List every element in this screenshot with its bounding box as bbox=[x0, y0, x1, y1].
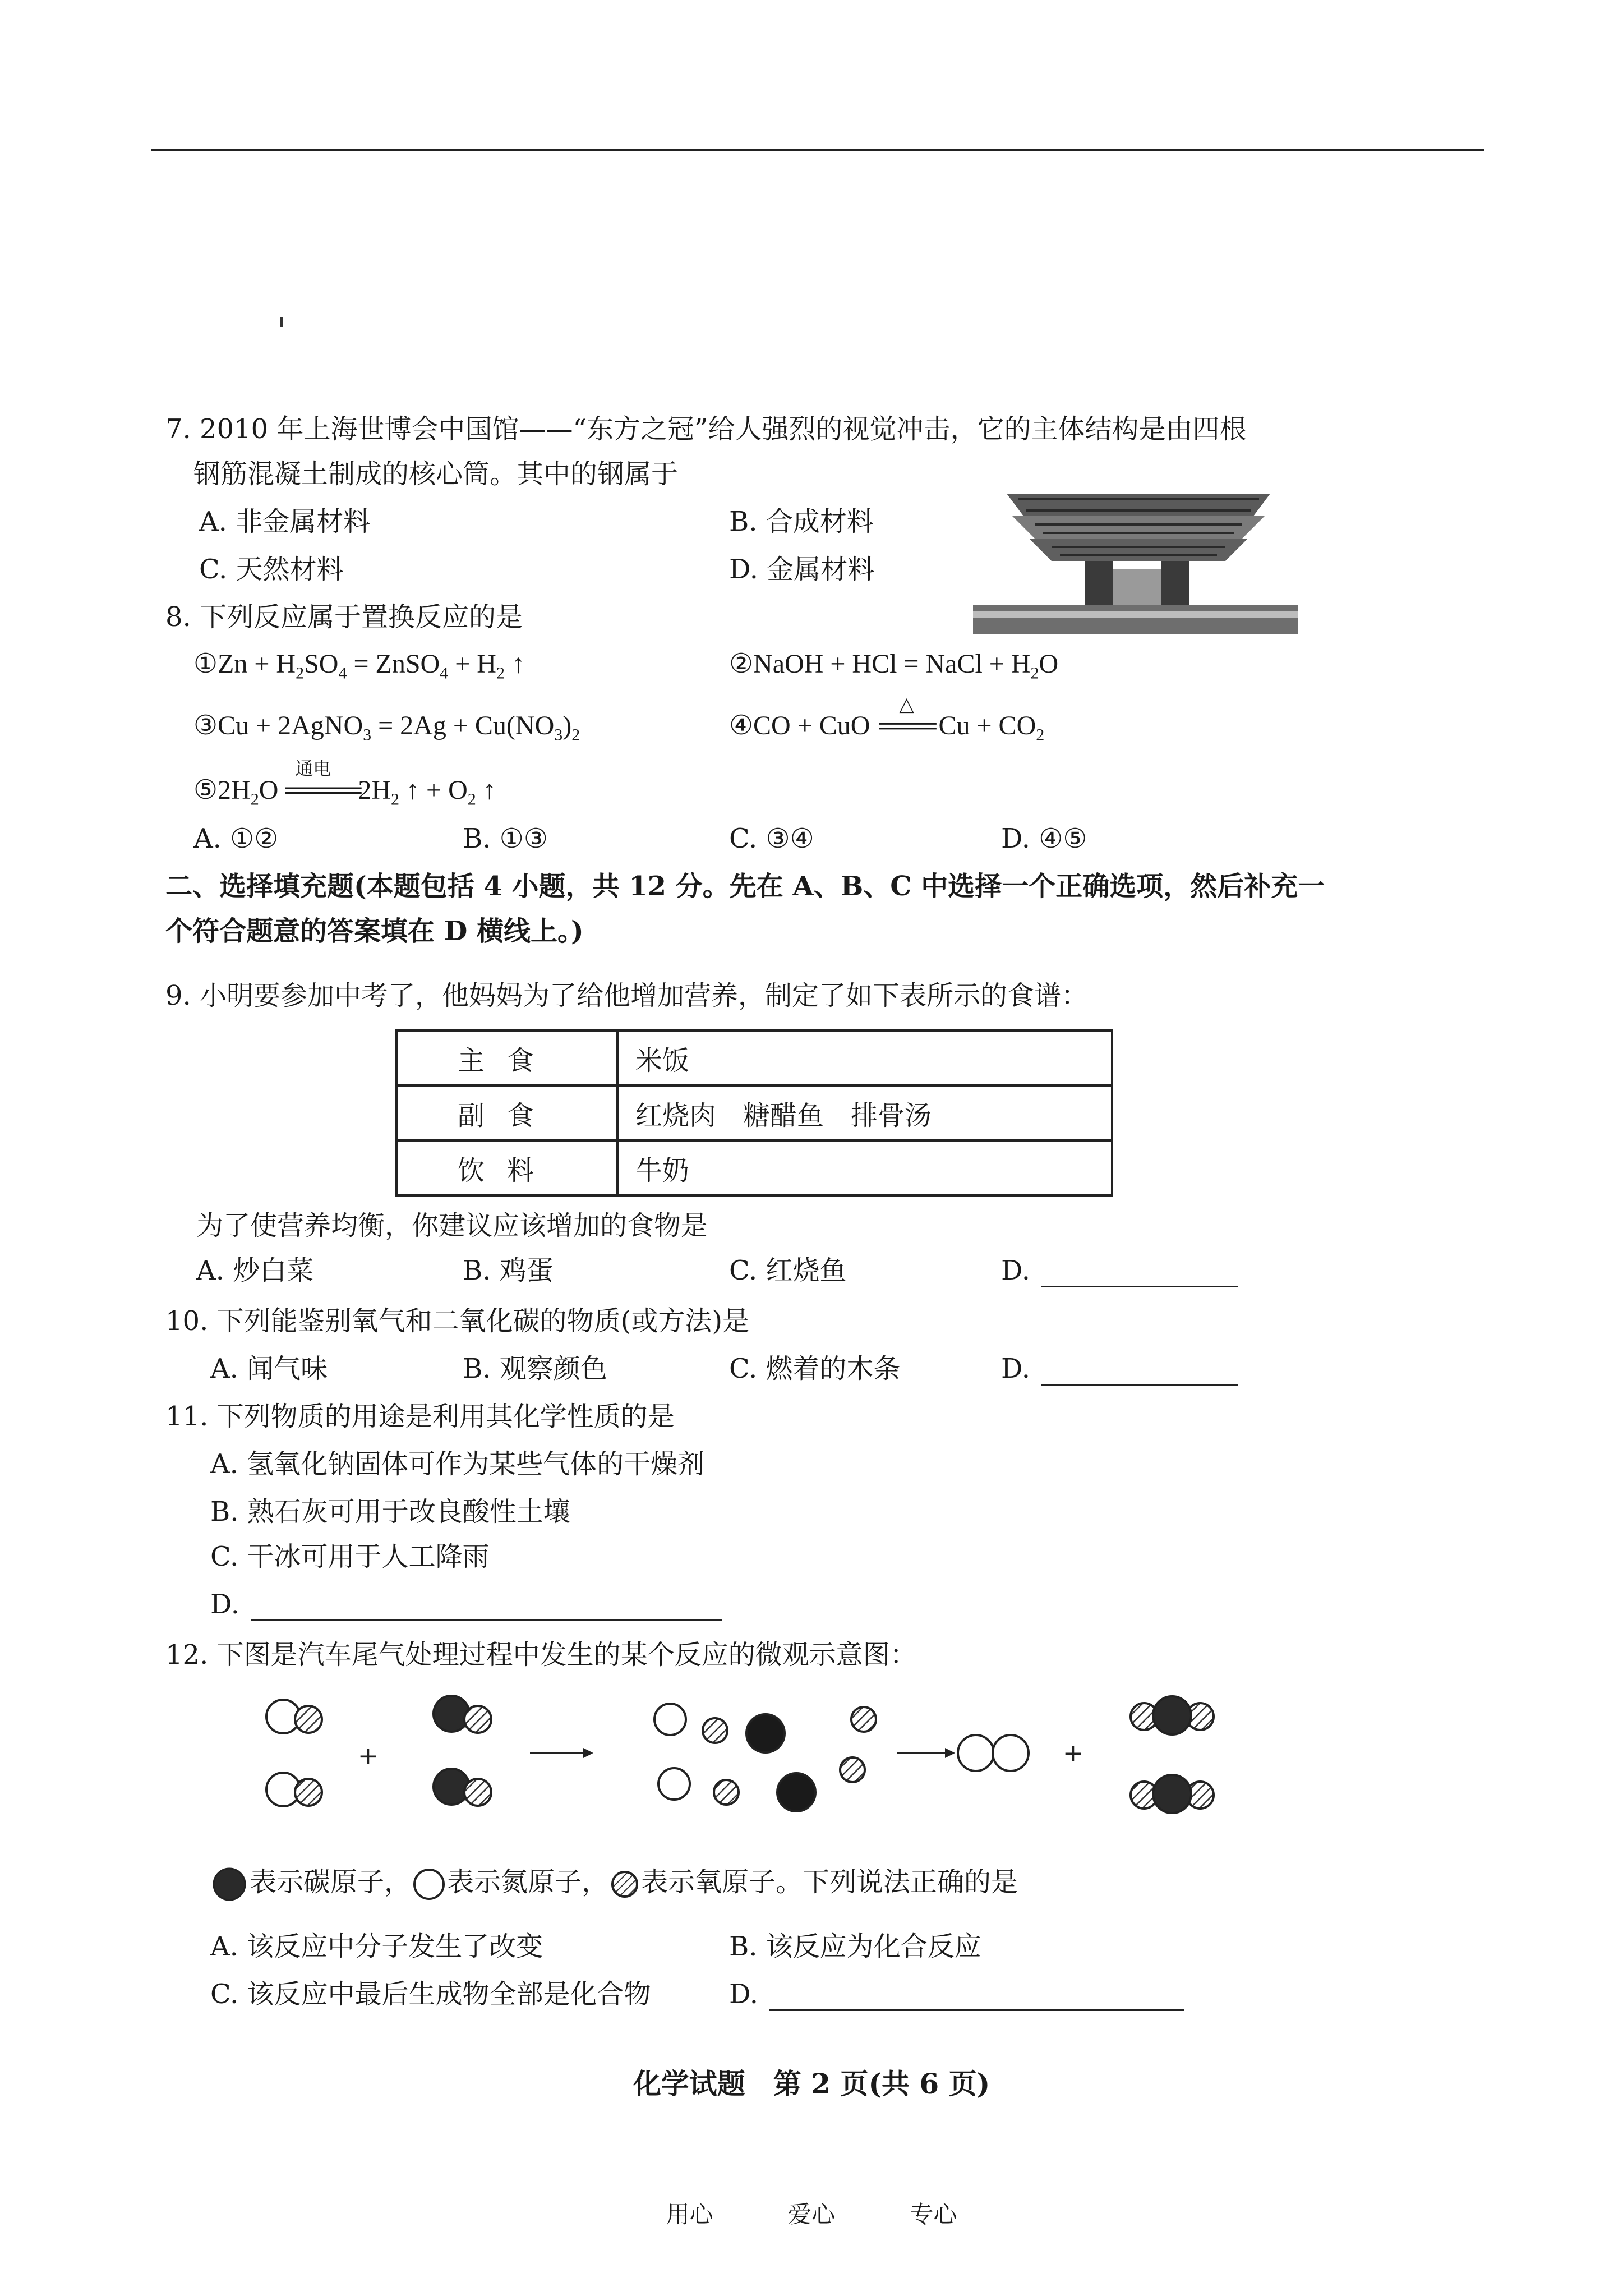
svg-text:+: + bbox=[1063, 1739, 1083, 1768]
co-molecule bbox=[434, 1769, 491, 1806]
q8-equation-4: ④CO + CuO △ ═══Cu + $CO_2$ bbox=[729, 694, 1045, 744]
q11-option-c: C. 干冰可用于人工降雨 bbox=[210, 1541, 490, 1572]
arrow-2 bbox=[897, 1748, 955, 1758]
table-key: 主食 bbox=[396, 1030, 617, 1085]
top-rule bbox=[151, 149, 1484, 151]
q9-option-d bbox=[1001, 1254, 1238, 1287]
q12-answer-blank[interactable] bbox=[769, 1985, 1184, 2011]
table-row bbox=[396, 1085, 1112, 1140]
legend-carbon-text: 表示碳原子， bbox=[250, 1866, 412, 1898]
q9-option-d-label: D. bbox=[1001, 1255, 1031, 1286]
q12-option-d-label: D. bbox=[729, 1978, 759, 2010]
motto-word: 专心 bbox=[910, 2201, 957, 2228]
q10-option-d bbox=[1001, 1352, 1238, 1386]
q11-answer-blank[interactable] bbox=[251, 1595, 722, 1621]
co2-molecule bbox=[1131, 1696, 1214, 1734]
q8-equation-2: ②NaOH + HCl = NaCl + $H_2O$ bbox=[729, 649, 1059, 683]
q8-stem: 8. 下列反应属于置换反应的是 bbox=[165, 601, 523, 633]
q8-equation-3: ③Cu + 2AgNO$_3$ = $2Ag + Cu(NO_3)_2$ bbox=[193, 711, 580, 744]
carbon-atom-icon bbox=[210, 1867, 250, 1902]
footer-motto bbox=[0, 2196, 1623, 2230]
no-molecule bbox=[266, 1700, 322, 1733]
q7-option-a: A. 非金属材料 bbox=[199, 506, 371, 537]
table-row bbox=[396, 1140, 1112, 1195]
q11-option-b: B. 熟石灰可用于改良酸性土壤 bbox=[210, 1496, 570, 1527]
q8-equation-1: ①Zn + $H_2SO_4$ = ZnSO$_4$ + $H_2$ ↑ bbox=[193, 649, 525, 683]
q9-followup: 为了使营养均衡，你建议应该增加的食物是 bbox=[196, 1210, 708, 1241]
legend-oxygen-text: 表示氧原子。下列说法正确的是 bbox=[641, 1866, 1018, 1898]
q10-stem: 10. 下列能鉴别氧气和二氧化碳的物质(或方法)是 bbox=[165, 1305, 750, 1337]
co-molecule bbox=[434, 1696, 491, 1733]
q12-option-b: B. 该反应为化合反应 bbox=[729, 1931, 981, 1962]
q10-answer-blank[interactable] bbox=[1041, 1359, 1238, 1386]
q11-option-d-label: D. bbox=[210, 1589, 240, 1620]
q7-option-b: B. 合成材料 bbox=[729, 506, 874, 537]
q12-option-d bbox=[729, 1977, 1184, 2011]
q8-option-a: A. ①② bbox=[193, 823, 279, 854]
table-key: 副食 bbox=[396, 1085, 617, 1140]
q7-stem-line2: 钢筋混凝土制成的核心筒。其中的钢属于 bbox=[193, 458, 679, 490]
table-value: 米饭 bbox=[617, 1030, 1112, 1085]
q7-stem-line1: 7. 2010 年上海世博会中国馆——“东方之冠”给人强烈的视觉冲击，它的主体结构是由四根 bbox=[165, 413, 1247, 445]
recipe-table bbox=[395, 1029, 1113, 1197]
q12-option-a: A. 该反应中分子发生了改变 bbox=[210, 1931, 543, 1962]
arrow-1 bbox=[530, 1748, 593, 1758]
q11-option-d bbox=[210, 1588, 722, 1621]
q7-option-d: D. 金属材料 bbox=[729, 554, 875, 585]
section2-heading-line1: 二、选择填充题(本题包括 4 小题，共 12 分。先在 A、B、C 中选择一个正确选项，然后补充一 bbox=[165, 871, 1325, 902]
table-row bbox=[396, 1030, 1112, 1085]
oxygen-atom-icon bbox=[608, 1867, 641, 1902]
table-value: 牛奶 bbox=[617, 1140, 1112, 1195]
q12-legend bbox=[210, 1865, 1018, 1902]
separated-atoms bbox=[654, 1704, 876, 1811]
motto-word: 用心 bbox=[666, 2201, 713, 2228]
co2-molecule bbox=[1131, 1775, 1214, 1813]
q10-option-c: C. 燃着的木条 bbox=[729, 1353, 901, 1384]
page-footer-title: 化学试题 第 2 页(共 6 页) bbox=[633, 2067, 990, 2100]
scan-mark bbox=[280, 317, 283, 327]
svg-text:+: + bbox=[358, 1742, 379, 1770]
q10-option-d-label: D. bbox=[1001, 1353, 1031, 1384]
n2-molecule bbox=[958, 1735, 1029, 1771]
no-molecule bbox=[266, 1773, 322, 1806]
q10-option-a: A. 闻气味 bbox=[210, 1353, 328, 1384]
q8-option-b: B. ①③ bbox=[463, 823, 548, 854]
motto-word: 爱心 bbox=[787, 2201, 835, 2228]
q10-option-b: B. 观察颜色 bbox=[463, 1353, 607, 1384]
reaction-micro-diagram bbox=[252, 1688, 1262, 1834]
section2-heading-line2: 个符合题意的答案填在 D 横线上。) bbox=[165, 915, 584, 947]
q9-stem: 9. 小明要参加中考了，他妈妈为了给他增加营养，制定了如下表所示的食谱： bbox=[165, 980, 1089, 1011]
table-value: 红烧肉 糖醋鱼 排骨汤 bbox=[617, 1085, 1112, 1140]
china-pavilion-photo bbox=[973, 477, 1298, 634]
q9-option-b: B. 鸡蛋 bbox=[463, 1255, 554, 1286]
q9-option-c: C. 红烧鱼 bbox=[729, 1255, 847, 1286]
table-key: 饮料 bbox=[396, 1140, 617, 1195]
nitrogen-atom-icon bbox=[411, 1867, 447, 1902]
q9-answer-blank[interactable] bbox=[1041, 1261, 1238, 1287]
q11-option-a: A. 氢氧化钠固体可作为某些气体的干燥剂 bbox=[210, 1448, 705, 1480]
q7-option-c: C. 天然材料 bbox=[199, 554, 344, 585]
q8-option-c: C. ③④ bbox=[729, 823, 814, 854]
q8-equation-5: $⑤2H_2O$ 通电 $════2H_2$ ↑ + $O_2$ ↑ bbox=[193, 758, 496, 809]
q12-stem: 12. 下图是汽车尾气处理过程中发生的某个反应的微观示意图： bbox=[165, 1639, 917, 1671]
q9-option-a: A. 炒白菜 bbox=[196, 1255, 314, 1286]
q12-option-c: C. 该反应中最后生成物全部是化合物 bbox=[210, 1978, 651, 2010]
q11-stem: 11. 下列物质的用途是利用其化学性质的是 bbox=[165, 1401, 675, 1432]
legend-nitrogen-text: 表示氮原子， bbox=[447, 1866, 609, 1898]
q8-option-d: D. ④⑤ bbox=[1001, 823, 1087, 854]
